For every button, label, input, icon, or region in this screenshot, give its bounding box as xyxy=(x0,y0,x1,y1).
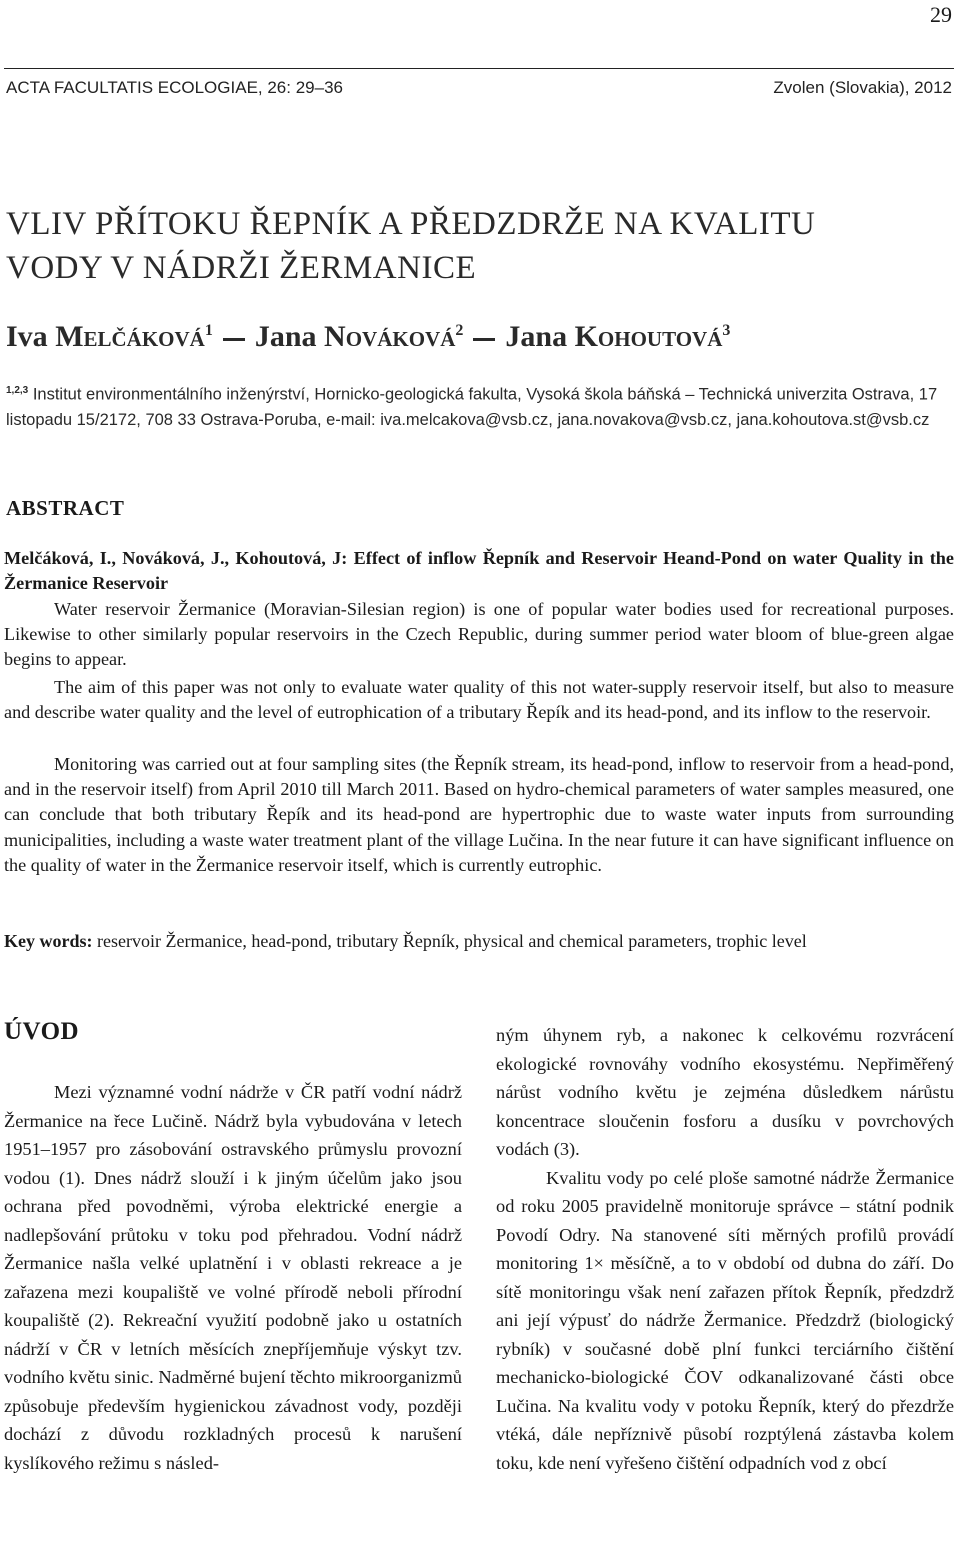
author-separator xyxy=(223,338,245,341)
intro-column-left xyxy=(4,1078,462,1477)
section-heading-uvod: ÚVOD xyxy=(4,1018,80,1045)
page-number: 29 xyxy=(930,2,952,27)
journal-name: ACTA FACULTATIS ECOLOGIAE, 26: 29–36 xyxy=(6,78,343,97)
author-3: Jana Kohoutová$^3$ xyxy=(505,320,731,353)
author-1: Iva Melčáková$^1$ xyxy=(6,320,213,353)
paper-title xyxy=(6,202,946,290)
author-2: Jana Nováková$^2$ xyxy=(254,320,464,353)
header-rule xyxy=(4,68,954,69)
abstract-heading: ABSTRACT xyxy=(6,496,125,520)
intro-paragraph-2: ným úhynem ryb, a nakonec k celkovému rozvrácení ekologické rovnováhy vodního ekosystému. Nepřiměřený nárůst vodního květu je zejména důsledkem nárůstu koncentrace sloučenin fosforu a dusíku v povrchových vodách (3). xyxy=(496,1025,954,1159)
title-line-1: VLIV PŘÍTOKU ŘEPNÍK A PŘEDZDRŽE NA KVALITU xyxy=(6,206,816,242)
intro-column-right xyxy=(496,1021,954,1477)
abstract-paragraph-3: Monitoring was carried out at four sampling sites (the Řepník stream, its head-pond, inflow to reservoir from a head-pond, and in the reservoir itself) from April 2010 till March 2011. Based on hydro-chemical parameters of water samples measured, one can conclude that both tributary Řepík and its head-pond are hypertrophic due to waste water inputs from surrounding municipalities, including a waste water treatment plant of the village Lučina. In the near future it can have significant influence on the quality of water in the Žermanice reservoir itself, which is currently eutrophic. xyxy=(4,754,954,875)
intro-paragraph-3: Kvalitu vody po celé ploše samotné nádrže Žermanice od roku 2005 pravidelně monitoruje správce – státní podnik Povodí Odry. Na stanovené síti měrných profilů provádí monitoring 1× měsíčně, a to v období od dubna do září. Do sítě monitoringu však není zařazen přítok Řepník, předzdrž ani její výpusť do nádrže Žermanice. Předzdrž (biologický rybník) v současné době plní funkci terciárního čištění mechanicko-biologické ČOV odkanalizované části obce Lučina. Na kvalitu vody v potoku Řepník, který do přezdrže vtéká, dále nepříznivě působí rozptýlená zástavba kolem toku, kde není vyřešeno čištění odpadních vod z obcí xyxy=(496,1167,954,1473)
intro-paragraph-1: Mezi významné vodní nádrže v ČR patří vodní nádrž Žermanice na řece Lučině. Nádrž byla vybudována v letech 1951–1957 pro zásobování ostravského průmyslu provozní vodou (1). Dnes nádrž slouží i k jiným účelům jako jsou ochrana před povodněmi, výroba elektrické energie a nadlepšování průtoku v toku pod přehradou. Vodní nádrž Žermanice našla velké uplatnění i v oblasti rekreace a je zařazena mezi koupaliště ve volné přírodě neboli přírodní koupaliště (2). Rekreační využití podobně jako u ostatních nádrží v ČR v letních měsících znepříjemňuje výskyt tzv. vodního květu sinic. Nadměrné bujení těchto mikroorganizmů způsobuje především hygienickou závadnost vody, později dochází z důvodu rozkladných procesů k narušení kyslíkového režimu s násled- xyxy=(4,1082,462,1473)
journal-location: Zvolen (Slovakia), 2012 xyxy=(773,78,952,97)
author-list xyxy=(6,320,946,354)
abstract-paragraph-2: The aim of this paper was not only to evaluate water quality of this not water-supply reservoir itself, but also to measure and describe water quality and the level of eutrophication of a tributary Řepík and its head-pond, and its inflow to the reservoir. xyxy=(4,677,954,723)
keywords: Key words: reservoir Žermanice, head-pond, tributary Řepník, physical and chemical parameters, trophic level xyxy=(4,931,807,951)
abstract-citation: Melčáková, I., Nováková, J., Kohoutová, J: Effect of inflow Řepník and Reservoir Heand-Pond on water Quality in the Žermanice Reservoir xyxy=(4,548,954,594)
title-line-2: VODY V NÁDRŽI ŽERMANICE xyxy=(6,250,477,286)
abstract-paragraph-1: Water reservoir Žermanice (Moravian-Silesian region) is one of popular water bodies used for recreational purposes. Likewise to other similarly popular reservoirs in the Czech Republic, during summer period water bloom of blue-green algae begins to appear. xyxy=(4,599,954,670)
affiliation: $^{1,2,3}$ Institut environmentálního inženýrství, Hornicko-geologická fakulta, Vysoká škola báňská – Technická univerzita Ostrava, 17 listopadu 15/2172, 708 33 Ostrava-Poruba, e-mail: iva.melcakova@vsb.cz, jana.novakova@vsb.cz, jana.kohoutova.st@vsb.cz xyxy=(6,385,938,429)
author-separator xyxy=(473,338,495,341)
